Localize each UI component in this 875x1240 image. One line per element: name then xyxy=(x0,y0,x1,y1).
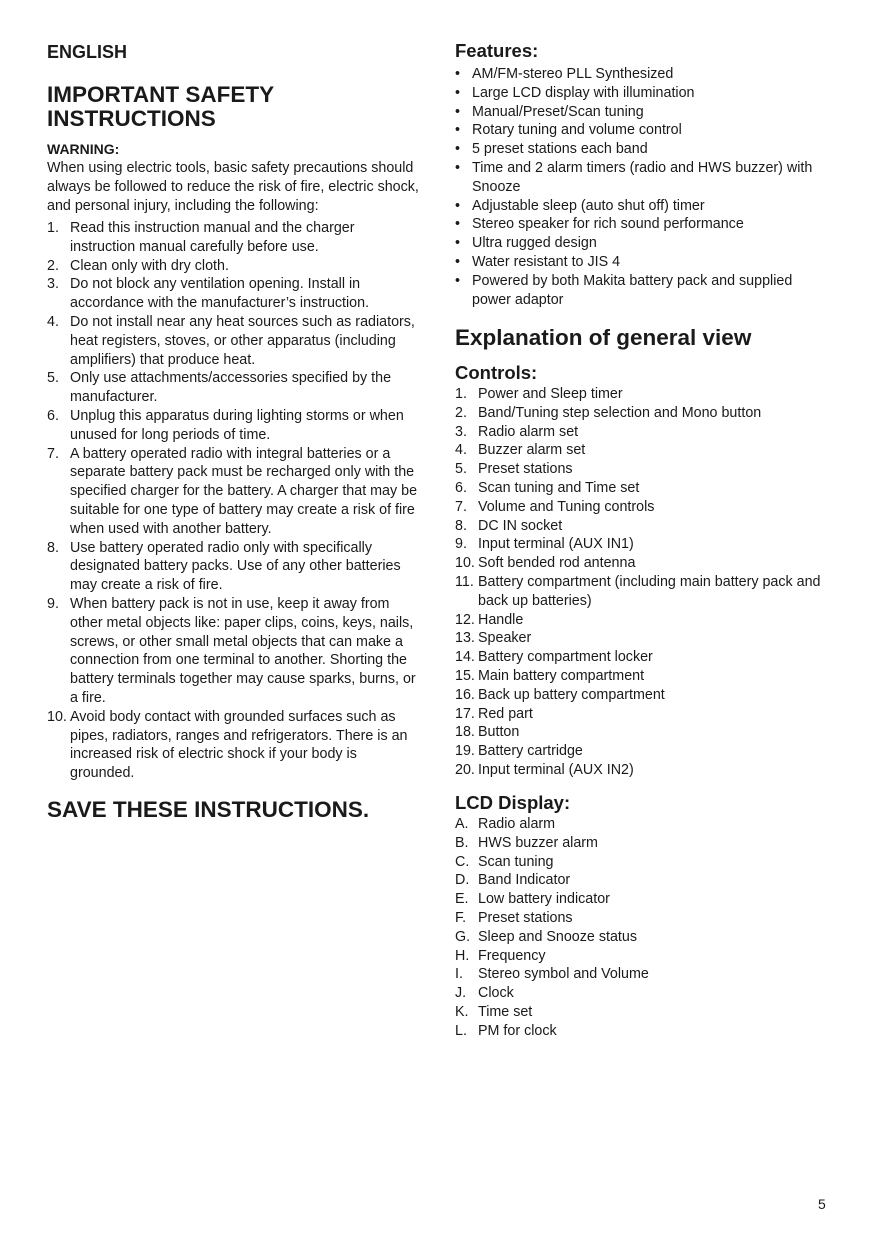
feature-text: Adjustable sleep (auto shut off) timer xyxy=(472,197,705,214)
bullet-icon: • xyxy=(455,272,461,289)
feature-item xyxy=(455,121,835,140)
control-item-text: Buzzer alarm set xyxy=(478,442,586,459)
feature-text: Water resistant to JIS 4 xyxy=(472,253,621,270)
control-item xyxy=(455,423,835,442)
instruction-item xyxy=(47,708,419,783)
lcd-item xyxy=(455,984,835,1003)
feature-text: Powered by both Makita battery pack and supplied power adaptor xyxy=(472,272,793,308)
warning-label: WARNING: xyxy=(47,141,120,157)
control-item xyxy=(455,460,835,479)
lcd-item xyxy=(455,815,835,834)
feature-text: Rotary tuning and volume control xyxy=(472,122,682,139)
lcd-item-number: G. xyxy=(455,928,471,945)
features-title: Features: xyxy=(455,40,539,61)
instruction-item-text: Use battery operated radio only with specifically designated battery packs. Use of any other batteries may create a risk of fire. xyxy=(70,539,401,594)
instruction-item xyxy=(47,595,419,708)
control-item-text: Handle xyxy=(478,611,524,628)
control-item-number: 12. xyxy=(455,611,475,628)
feature-item xyxy=(455,215,835,234)
lcd-item-number: A. xyxy=(455,816,469,832)
page-number: 5 xyxy=(818,1196,826,1212)
control-item xyxy=(455,705,835,724)
instruction-item-text: Do not block any ventilation opening. Install in accordance with the manufacturer’s instruction. xyxy=(70,276,370,312)
control-item-number: 5. xyxy=(455,461,467,478)
language-label: ENGLISH xyxy=(47,42,128,62)
control-item-number: 14. xyxy=(455,649,475,666)
control-item xyxy=(455,441,835,460)
lcd-item xyxy=(455,871,835,890)
feature-item xyxy=(455,159,835,197)
feature-item xyxy=(455,253,835,272)
feature-item xyxy=(455,272,835,310)
instruction-item-text: Read this instruction manual and the charger instruction manual carefully before use. xyxy=(70,220,355,255)
control-item-text: Power and Sleep timer xyxy=(478,386,623,402)
feature-item xyxy=(455,103,835,122)
feature-item xyxy=(455,197,835,216)
control-item-number: 3. xyxy=(455,423,467,440)
instruction-item-text: Clean only with dry cloth. xyxy=(70,257,229,274)
lcd-item xyxy=(455,909,835,928)
control-item-number: 18. xyxy=(455,724,475,741)
control-item-text: Battery compartment (including main battery pack and back up batteries) xyxy=(478,573,821,609)
instruction-item-number: 10. xyxy=(47,708,67,725)
control-item-number: 10. xyxy=(455,555,475,572)
controls-list xyxy=(455,385,835,780)
control-item-text: Preset stations xyxy=(478,461,573,478)
control-item xyxy=(455,761,835,780)
control-item-number: 7. xyxy=(455,498,467,515)
bullet-icon: • xyxy=(455,216,461,233)
control-item xyxy=(455,629,835,648)
control-item xyxy=(455,723,835,742)
lcd-item xyxy=(455,947,835,966)
control-item xyxy=(455,742,835,761)
warning-text: When using electric tools, basic safety precautions should always be followed to reduce the risk of fire, electric shock, and personal injury, including the following: xyxy=(47,160,419,214)
instruction-item xyxy=(47,539,419,595)
bullet-icon: • xyxy=(455,197,461,214)
instruction-item xyxy=(47,275,419,313)
control-item-number: 1. xyxy=(455,386,467,402)
control-item-text: Band/Tuning step selection and Mono button xyxy=(478,404,762,421)
lcd-item-text: Band Indicator xyxy=(478,872,571,889)
control-item-number: 16. xyxy=(455,686,475,703)
control-item-number: 4. xyxy=(455,442,467,459)
feature-text: Stereo speaker for rich sound performance xyxy=(472,216,744,233)
lcd-item xyxy=(455,928,835,947)
control-item-text: Radio alarm set xyxy=(478,423,579,440)
bullet-icon: • xyxy=(455,66,461,82)
feature-text: Large LCD display with illumination xyxy=(472,84,695,101)
control-item-text: Volume and Tuning controls xyxy=(478,498,655,515)
instruction-item-text: Avoid body contact with grounded surfaces such as pipes, radiators, ranges and refrigerators. There is an increased risk of electric shock if your body is grounded. xyxy=(70,708,408,782)
lcd-item-number: B. xyxy=(455,834,469,851)
feature-text: Time and 2 alarm timers (radio and HWS buzzer) with Snooze xyxy=(472,159,813,195)
feature-text: AM/FM-stereo PLL Synthesized xyxy=(472,66,674,82)
control-item-text: Input terminal (AUX IN2) xyxy=(478,761,634,778)
safety-title: IMPORTANT SAFETY INSTRUCTIONS xyxy=(47,82,274,131)
control-item-number: 9. xyxy=(455,536,467,553)
lcd-item-number: J. xyxy=(455,985,467,1002)
instruction-item-number: 3. xyxy=(47,276,59,293)
lcd-item-number: C. xyxy=(455,853,470,870)
feature-item xyxy=(455,140,835,159)
lcd-item-text: HWS buzzer alarm xyxy=(478,834,598,851)
control-item-text: Button xyxy=(478,724,520,741)
lcd-item-text: Low battery indicator xyxy=(478,891,610,908)
control-item-number: 2. xyxy=(455,404,467,421)
bullet-icon: • xyxy=(455,84,461,101)
feature-item xyxy=(455,234,835,253)
control-item-number: 6. xyxy=(455,479,467,496)
control-item xyxy=(455,611,835,630)
lcd-item xyxy=(455,965,835,984)
control-item xyxy=(455,648,835,667)
control-item-text: Main battery compartment xyxy=(478,667,645,684)
control-item-number: 19. xyxy=(455,743,475,760)
control-item xyxy=(455,573,835,611)
feature-item xyxy=(455,65,835,84)
control-item xyxy=(455,517,835,536)
lcd-item-number: K. xyxy=(455,1003,469,1020)
lcd-item-text: Radio alarm xyxy=(478,816,556,832)
instruction-item-number: 1. xyxy=(47,220,59,236)
controls-title: Controls: xyxy=(455,362,538,383)
lcd-item xyxy=(455,1022,835,1041)
lcd-item xyxy=(455,834,835,853)
instruction-item xyxy=(47,407,419,445)
control-item-text: Soft bended rod antenna xyxy=(478,555,636,572)
lcd-item-text: Sleep and Snooze status xyxy=(478,928,637,945)
instruction-item-text: Do not install near any heat sources such as radiators, heat registers, stoves, or other apparatus (including amplifiers) that produce heat. xyxy=(70,313,415,368)
control-item xyxy=(455,554,835,573)
lcd-item-number: I. xyxy=(455,966,463,983)
control-item-number: 11. xyxy=(455,573,474,590)
instruction-item-text: Only use attachments/accessories specified by the manufacturer. xyxy=(70,370,392,406)
bullet-icon: • xyxy=(455,122,461,139)
instruction-item-number: 5. xyxy=(47,370,59,387)
lcd-item-text: Preset stations xyxy=(478,909,573,926)
instruction-item xyxy=(47,369,419,407)
feature-text: Ultra rugged design xyxy=(472,235,597,252)
control-item-text: Scan tuning and Time set xyxy=(478,479,640,496)
instruction-item-number: 8. xyxy=(47,539,59,556)
lcd-item-text: PM for clock xyxy=(478,1022,557,1039)
lcd-item-number: L. xyxy=(455,1022,467,1039)
lcd-item-number: F. xyxy=(455,909,467,926)
features-list xyxy=(455,65,835,309)
feature-text: Manual/Preset/Scan tuning xyxy=(472,103,644,120)
instruction-item-text: When battery pack is not in use, keep it away from other metal objects like: paper clips, coins, keys, nails, screws, or other small metal objects that can make a connection from one terminal to another. Shorting the battery terminals together may cause sparks, burns, or a fire. xyxy=(70,595,416,706)
instruction-item-text: A battery operated radio with integral batteries or a separate battery pack must be recharged only with the specified charger for the battery. A charger that may be suitable for one type of battery may create a risk of fire when used with another battery. xyxy=(70,445,418,537)
control-item-number: 8. xyxy=(455,517,467,534)
control-item-text: Speaker xyxy=(478,630,532,647)
lcd-item xyxy=(455,853,835,872)
explanation-title: Explanation of general view xyxy=(455,325,752,350)
control-item xyxy=(455,479,835,498)
control-item xyxy=(455,686,835,705)
instruction-item xyxy=(47,313,419,369)
control-item xyxy=(455,498,835,517)
control-item xyxy=(455,385,835,404)
bullet-icon: • xyxy=(455,159,461,176)
lcd-display-title: LCD Display: xyxy=(455,792,571,813)
lcd-item xyxy=(455,890,835,909)
control-item-number: 17. xyxy=(455,705,475,722)
lcd-item-number: H. xyxy=(455,947,470,964)
bullet-icon: • xyxy=(455,141,461,158)
control-item-number: 15. xyxy=(455,667,475,684)
lcd-item-text: Stereo symbol and Volume xyxy=(478,966,649,983)
instruction-item-number: 2. xyxy=(47,257,59,274)
lcd-item-number: D. xyxy=(455,872,470,889)
lcd-item xyxy=(455,1003,835,1022)
control-item-text: Battery compartment locker xyxy=(478,649,653,666)
save-instructions-title: SAVE THESE INSTRUCTIONS. xyxy=(47,797,370,822)
instruction-item-number: 9. xyxy=(47,595,59,612)
control-item xyxy=(455,404,835,423)
control-item xyxy=(455,535,835,554)
control-item-text: Back up battery compartment xyxy=(478,686,665,703)
feature-text: 5 preset stations each band xyxy=(472,141,648,158)
bullet-icon: • xyxy=(455,103,461,120)
bullet-icon: • xyxy=(455,253,461,270)
instruction-item-number: 4. xyxy=(47,313,59,330)
control-item-text: Battery cartridge xyxy=(478,743,583,760)
instruction-item xyxy=(47,219,419,257)
lcd-item-text: Frequency xyxy=(478,947,546,964)
instruction-item xyxy=(47,257,419,276)
lcd-display-list xyxy=(455,815,835,1041)
instruction-item-number: 7. xyxy=(47,445,59,462)
control-item-text: DC IN socket xyxy=(478,517,563,534)
lcd-item-number: E. xyxy=(455,891,469,908)
instruction-list xyxy=(47,219,419,783)
control-item-text: Red part xyxy=(478,705,533,722)
lcd-item-text: Clock xyxy=(478,985,514,1002)
lcd-item-text: Time set xyxy=(478,1003,533,1020)
lcd-item-text: Scan tuning xyxy=(478,853,554,870)
control-item-text: Input terminal (AUX IN1) xyxy=(478,536,634,553)
instruction-item xyxy=(47,445,419,539)
control-item-number: 20. xyxy=(455,761,475,778)
control-item-number: 13. xyxy=(455,630,475,647)
feature-item xyxy=(455,84,835,103)
instruction-item-text: Unplug this apparatus during lighting storms or when unused for long periods of time. xyxy=(70,407,404,443)
instruction-item-number: 6. xyxy=(47,407,59,424)
control-item xyxy=(455,667,835,686)
bullet-icon: • xyxy=(455,235,461,252)
